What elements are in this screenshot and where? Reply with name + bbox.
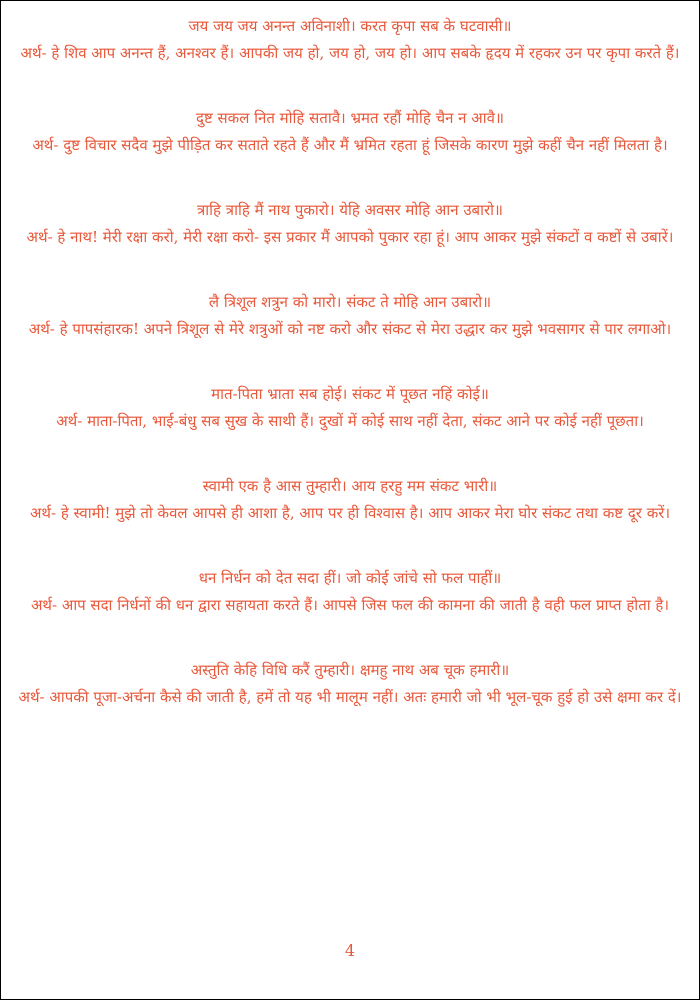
verse-line: धन निर्धन को देत सदा हीं। जो कोई जांचे सो फल पाहीं॥ [198, 569, 502, 587]
verse-block-2 [11, 105, 689, 159]
verse-line: लै त्रिशूल शत्रुन को मारो। संकट ते मोहि आन उबारो॥ [208, 293, 492, 311]
verse-line: दुष्ट सकल नित मोहि सतावै। भ्रमत रहौं मोहि चैन न आवै॥ [196, 109, 504, 127]
meaning-line: अर्थ- आप सदा निर्धनों की धन द्वारा सहायता करते हैं। आपसे जिस फल की कामना की जाती है वही फल प्राप्त होता है। [30, 596, 670, 614]
verse-block-4 [11, 289, 689, 343]
verse-line: जय जय जय अनन्त अविनाशी। करत कृपा सब के घटवासी॥ [188, 17, 512, 35]
verse-line: त्राहि त्राहि मैं नाथ पुकारो। येहि अवसर मोहि आन उबारो॥ [197, 201, 503, 219]
verse-block-6 [11, 473, 689, 527]
meaning-line: अर्थ- माता-पिता, भाई-बंधु सब सुख के साथी हैं। दुखों में कोई साथ नहीं देता, संकट आने पर कोई नहीं पूछता। [56, 412, 644, 430]
verse-block-8 [11, 657, 689, 711]
verse-block-1 [11, 13, 689, 67]
meaning-line: अर्थ- हे पापसंहारक! अपने त्रिशूल से मेरे शत्रुओं को नष्ट करो और संकट से मेरा उद्धार कर मुझे भवसागर से पार लगाओ। [28, 320, 672, 338]
verse-line: स्वामी एक है आस तुम्हारी। आय हरहु मम संकट भारी॥ [202, 477, 498, 495]
verse-block-5 [11, 381, 689, 435]
meaning-line: अर्थ- दुष्ट विचार सदैव मुझे पीड़ित कर सताते रहते हैं और मैं भ्रमित रहता हूं जिसके कारण मुझे कहीं चैन नहीं मिलता है। [32, 136, 668, 154]
verse-line: अस्तुति केहि विधि करैं तुम्हारी। क्षमहु नाथ अब चूक हमारी॥ [190, 661, 510, 679]
meaning-line: अर्थ- आपकी पूजा-अर्चना कैसे की जाती है, हमें तो यह भी मालूम नहीं। अतः हमारी जो भी भूल-चूक हुई हो उसे क्षमा कर दें। [18, 688, 682, 706]
meaning-line: अर्थ- हे नाथ! मेरी रक्षा करो, मेरी रक्षा करो- इस प्रकार मैं आपको पुकार रहा हूं। आप आकर मुझे संकटों व कष्टों से उबारें। [26, 228, 674, 246]
verse-block-7 [11, 565, 689, 619]
meaning-line: अर्थ- हे शिव आप अनन्त हैं, अनश्वर हैं। आपकी जय हो, जय हो, जय हो। आप सबके हृदय में रहकर उन पर कृपा करते हैं। [20, 44, 680, 62]
verse-list [11, 13, 689, 749]
meaning-line: अर्थ- हे स्वामी! मुझे तो केवल आपसे ही आशा है, आप पर ही विश्वास है। आप आकर मेरा घोर संकट तथा कष्ट दूर करें। [29, 504, 671, 522]
verse-line: मात-पिता भ्राता सब होई। संकट में पूछत नहिं कोई॥ [211, 385, 489, 403]
verse-block-3 [11, 197, 689, 251]
page-number: 4 [344, 941, 356, 960]
